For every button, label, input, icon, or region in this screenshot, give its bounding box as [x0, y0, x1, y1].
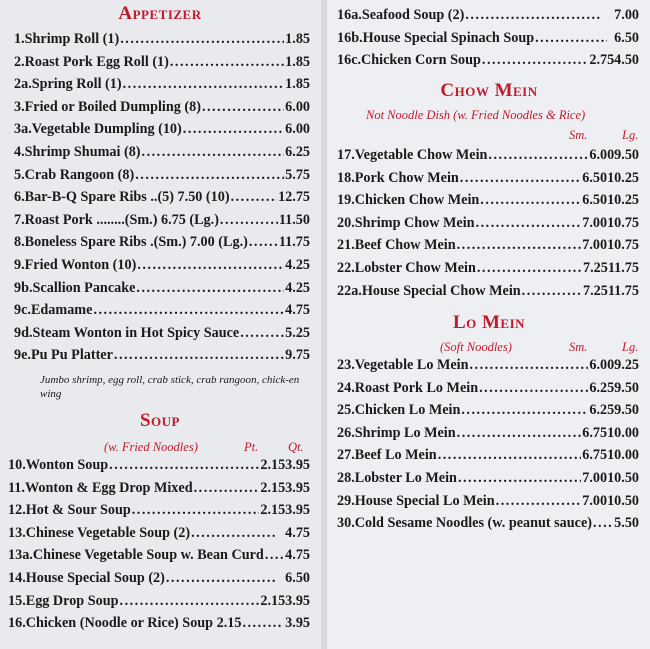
menu-item-row [14, 189, 310, 211]
item-number: 9e. [14, 347, 31, 364]
item-name: House Special Soup (2) [25, 570, 165, 586]
soup-title: Soup [139, 410, 180, 431]
item-number: 1. [14, 31, 25, 47]
item-name: Cold Sesame Noodles (w. peanut sauce) [354, 515, 592, 532]
menu-item-row [337, 170, 639, 192]
item-price-large: 6.50 [614, 29, 639, 46]
item-number: 9d. [14, 324, 33, 341]
menu-item-row [337, 260, 639, 282]
item-price-large: 5.50 [614, 515, 639, 532]
item-name: Beef Chow Mein [354, 237, 456, 254]
item-name: Vegetable Chow Mein [354, 147, 488, 163]
item-name: Roast Pork Egg Roll (1) [24, 53, 169, 70]
item-price-large: 6.50 [285, 570, 310, 586]
menu-item-row [337, 447, 639, 469]
leader-dots [496, 493, 582, 510]
item-number: 22. [337, 260, 355, 276]
leader-dots [593, 515, 612, 532]
lo-mein-subtitle: (Soft Noodles) [440, 340, 512, 354]
item-number: 9b. [14, 279, 33, 296]
item-number: 25. [337, 402, 355, 419]
menu-item-row [14, 325, 310, 347]
item-number: 21. [337, 237, 355, 254]
menu-item-row [8, 480, 310, 502]
item-price-small: 2.15 [260, 502, 286, 519]
item-number: 10. [8, 457, 26, 473]
item-number: 14. [8, 570, 26, 586]
menu-item-row [8, 457, 310, 479]
item-price-small: 6.25 [589, 402, 615, 419]
item-number: 22a. [337, 282, 362, 299]
item-number: 8. [14, 234, 25, 251]
menu-item-row [337, 470, 639, 492]
item-price-large: 4.25 [285, 257, 310, 273]
leader-dots [265, 547, 283, 564]
soup-subtitle: (w. Fried Noodles) [104, 440, 198, 454]
item-number: 4. [14, 144, 25, 160]
item-name: Beef Lo Mein [354, 447, 437, 464]
leader-dots [465, 7, 601, 24]
leader-dots [457, 425, 582, 442]
item-name: Bar-B-Q Spare Ribs ..(5) 7.50 (10) [24, 189, 230, 206]
item-price-small: 2.15 [260, 457, 286, 473]
item-number: 20. [337, 214, 355, 231]
leader-dots [438, 447, 582, 464]
item-price-large: 10.75 [607, 214, 639, 231]
item-price-large: 5.25 [285, 324, 310, 341]
item-price-large: 7.00 [614, 7, 639, 23]
menu-item-row [8, 615, 310, 637]
item-number: 3a. [14, 121, 32, 138]
item-name: Pu Pu Platter [30, 347, 113, 364]
leader-dots [249, 234, 278, 251]
item-price-large: 9.25 [614, 357, 639, 373]
leader-dots [194, 480, 260, 497]
item-name: Shrimp Lo Mein [354, 424, 456, 441]
item-price-large: 4.75 [285, 547, 310, 564]
item-number: 2a. [14, 76, 32, 93]
item-price-large: 10.50 [607, 470, 639, 486]
menu-item-row [14, 302, 310, 324]
item-name: Chinese Vegetable Soup w. Bean Curd [32, 547, 264, 564]
leader-dots [242, 615, 280, 632]
leader-dots [479, 380, 588, 397]
menu-item-row [14, 234, 310, 256]
leader-dots [136, 280, 284, 297]
item-price-large: 3.95 [285, 479, 310, 496]
leader-dots [191, 525, 277, 542]
item-price-large: 5.75 [285, 166, 310, 183]
chow-mein-col2-header: Lg. [622, 128, 639, 142]
item-number: 15. [8, 592, 26, 609]
item-name: Chinese Vegetable Soup (2) [25, 524, 191, 541]
leader-dots [123, 76, 285, 93]
column-divider [321, 0, 327, 649]
menu-item-row [337, 402, 639, 424]
item-price-large: 10.25 [607, 169, 639, 186]
item-price-large: 4.75 [285, 302, 310, 319]
menu-item-row [8, 502, 310, 524]
leader-dots [114, 347, 284, 364]
item-price-small: 6.25 [589, 379, 615, 396]
leader-dots [220, 212, 278, 229]
leader-dots [458, 470, 581, 487]
item-number: 16. [8, 615, 26, 632]
chow-mein-col1-header: Sm. [569, 128, 588, 142]
item-number: 13. [8, 524, 26, 541]
pupu-platter-note: Jumbo shrimp, egg roll, crab stick, crab rangoon, chick-en wing [40, 374, 300, 400]
menu-item-row [14, 31, 310, 53]
item-price-large: 1.85 [285, 76, 310, 93]
leader-dots [202, 99, 284, 116]
item-price-large: 11.75 [607, 260, 639, 276]
item-price-large: 3.95 [285, 502, 310, 519]
leader-dots [469, 357, 588, 374]
item-number: 18. [337, 169, 355, 186]
leader-dots [460, 170, 581, 187]
item-price-large: 3.95 [285, 592, 310, 609]
menu-item-row [337, 380, 639, 402]
item-price-small: 2.15 [260, 592, 286, 609]
menu-item-row [337, 283, 639, 305]
item-name: Steam Wonton in Hot Spicy Sauce [32, 324, 240, 341]
lo-mein-col1-header: Sm. [569, 340, 588, 354]
leader-dots [457, 237, 582, 254]
leader-dots [137, 257, 284, 274]
menu-item-row [14, 121, 310, 143]
leader-dots [480, 192, 581, 209]
item-number: 30. [337, 515, 355, 532]
item-name: Lobster Chow Mein [354, 260, 476, 276]
item-name: Roast Pork ........(Sm.) 6.75 (Lg.) [24, 211, 219, 228]
item-price-large: 4.75 [285, 524, 310, 541]
item-number: 6. [14, 189, 25, 206]
menu-item-row [337, 7, 639, 29]
menu-item-row [337, 52, 639, 74]
leader-dots [488, 147, 588, 164]
leader-dots [477, 260, 582, 277]
leader-dots [535, 30, 607, 47]
menu-item-row [337, 215, 639, 237]
item-number: 29. [337, 492, 355, 509]
leader-dots [482, 52, 588, 69]
item-price-small: 7.00 [582, 237, 608, 254]
item-name: Wonton & Egg Drop Mixed [24, 479, 193, 496]
item-price-large: 1.85 [285, 53, 310, 70]
item-price-large: 10.00 [607, 424, 639, 441]
item-price-small: 2.15 [260, 479, 286, 496]
leader-dots [476, 215, 582, 232]
item-price-large: 11.75 [278, 234, 310, 251]
leader-dots [109, 457, 259, 474]
item-price-small: 6.00 [589, 357, 615, 373]
item-name: House Special Lo Mein [354, 492, 495, 509]
item-name: Shrimp Chow Mein [354, 214, 475, 231]
leader-dots [132, 502, 260, 519]
menu-item-row [14, 257, 310, 279]
item-name: Roast Pork Lo Mein [354, 379, 479, 396]
chow-mein-subtitle: Not Noodle Dish (w. Fried Noodles & Rice) [366, 108, 586, 122]
chow-mein-title: Chow Mein [440, 80, 538, 101]
item-price-large: 10.00 [607, 447, 639, 464]
item-price-large: 4.50 [614, 52, 639, 69]
menu-item-row [14, 144, 310, 166]
menu-item-row [14, 54, 310, 76]
item-price-large: 11.50 [278, 211, 310, 228]
item-price-large: 10.25 [607, 192, 639, 209]
item-name: Vegetable Dumpling (10) [31, 121, 182, 138]
menu-item-row [337, 357, 639, 379]
item-price-large: 1.85 [285, 31, 310, 47]
item-number: 28. [337, 470, 355, 486]
item-number: 13a. [8, 547, 33, 564]
item-number: 27. [337, 447, 355, 464]
leader-dots [170, 54, 284, 71]
lo-mein-title: Lo Mein [452, 312, 526, 333]
item-price-small: 2.75 [589, 52, 615, 69]
menu-item-row [337, 147, 639, 169]
item-number: 3. [14, 98, 25, 115]
item-price-small: 6.50 [582, 169, 608, 186]
menu-item-row [14, 280, 310, 302]
item-name: Spring Roll (1) [31, 76, 122, 93]
item-name: Edamame [30, 302, 93, 319]
item-price-small: 6.75 [582, 447, 608, 464]
menu-item-row [337, 192, 639, 214]
lo-mein-col2-header: Lg. [622, 340, 639, 354]
item-number: 7. [14, 211, 25, 228]
item-price-large: 9.75 [285, 347, 310, 364]
item-price-large: 6.25 [285, 144, 310, 160]
leader-dots [120, 31, 284, 48]
item-number: 5. [14, 166, 25, 183]
menu-item-row [337, 515, 639, 537]
menu-item-row [337, 425, 639, 447]
item-name: Chicken (Noodle or Rice) Soup 2.15 [25, 615, 242, 632]
item-name: Chicken Corn Soup [361, 52, 481, 69]
item-name: Pork Chow Mein [354, 169, 459, 186]
item-name: Wonton Soup [25, 457, 109, 473]
menu-item-row [337, 237, 639, 259]
menu-item-row [14, 76, 310, 98]
item-price-large: 10.50 [607, 492, 639, 509]
item-price-small: 6.75 [582, 424, 608, 441]
item-name: House Special Chow Mein [361, 282, 521, 299]
menu-item-row [14, 347, 310, 369]
item-price-large: 6.00 [285, 98, 310, 115]
menu-item-row [8, 547, 310, 569]
item-price-large: 11.75 [607, 282, 639, 299]
item-number: 16a. [337, 7, 362, 23]
item-number: 16b. [337, 29, 363, 46]
item-price-small: 7.25 [583, 260, 608, 276]
item-price-small: 6.00 [589, 147, 615, 163]
leader-dots [522, 283, 582, 300]
leader-dots [231, 189, 278, 206]
leader-dots [120, 593, 260, 610]
item-name: Chicken Lo Mein [354, 402, 461, 419]
item-name: Seafood Soup (2) [361, 7, 465, 23]
leader-dots [135, 167, 284, 184]
item-number: 26. [337, 424, 355, 441]
menu-item-row [14, 99, 310, 121]
item-name: Shrimp Roll (1) [24, 31, 120, 47]
item-price-large: 3.95 [285, 457, 310, 473]
item-price-large: 9.50 [614, 379, 639, 396]
item-price-small: 7.00 [582, 470, 608, 486]
item-name: Lobster Lo Mein [354, 470, 457, 486]
leader-dots [166, 570, 275, 587]
item-price-large: 3.95 [285, 615, 310, 632]
item-name: Fried Wonton (10) [24, 257, 137, 273]
item-price-small: 7.00 [582, 214, 608, 231]
menu-item-row [8, 525, 310, 547]
item-price-large: 6.00 [285, 121, 310, 138]
item-number: 2. [14, 53, 25, 70]
item-name: Vegetable Lo Mein [354, 357, 469, 373]
item-number: 11. [8, 479, 25, 496]
item-name: Hot & Sour Soup [25, 502, 131, 519]
item-name: Scallion Pancake [32, 279, 136, 296]
item-price-large: 12.75 [278, 189, 310, 206]
item-number: 17. [337, 147, 355, 163]
leader-dots [142, 144, 285, 161]
menu-item-row [337, 493, 639, 515]
item-number: 19. [337, 192, 355, 209]
item-price-small: 7.25 [583, 282, 608, 299]
leader-dots [183, 121, 284, 138]
item-number: 9. [14, 257, 25, 273]
item-number: 12. [8, 502, 26, 519]
leader-dots [461, 402, 588, 419]
item-name: Boneless Spare Ribs .(Sm.) 7.00 (Lg.) [24, 234, 248, 251]
item-price-small: 7.00 [582, 492, 608, 509]
menu-item-row [14, 167, 310, 189]
item-price-small: 6.50 [582, 192, 608, 209]
item-name: Fried or Boiled Dumpling (8) [24, 98, 201, 115]
item-name: Egg Drop Soup [25, 592, 119, 609]
item-name: Chicken Chow Mein [354, 192, 480, 209]
menu-item-row [14, 212, 310, 234]
item-price-large: 10.75 [607, 237, 639, 254]
soup-col1-header: Pt. [244, 440, 259, 454]
item-number: 23. [337, 357, 355, 373]
menu-item-row [8, 570, 310, 592]
item-number: 9c. [14, 302, 31, 319]
item-price-large: 4.25 [285, 279, 310, 296]
menu-item-row [337, 30, 639, 52]
item-number: 24. [337, 379, 355, 396]
item-name: House Special Spinach Soup [362, 29, 535, 46]
leader-dots [240, 325, 284, 342]
appetizer-title: Appetizer [118, 3, 202, 24]
item-price-large: 9.50 [614, 402, 639, 419]
item-number: 16c. [337, 52, 362, 69]
item-name: Shrimp Shumai (8) [24, 144, 141, 160]
item-name: Crab Rangoon (8) [24, 166, 135, 183]
leader-dots [93, 302, 284, 319]
item-price-large: 9.50 [614, 147, 639, 163]
soup-col2-header: Qt. [288, 440, 304, 454]
menu-item-row [8, 593, 310, 615]
